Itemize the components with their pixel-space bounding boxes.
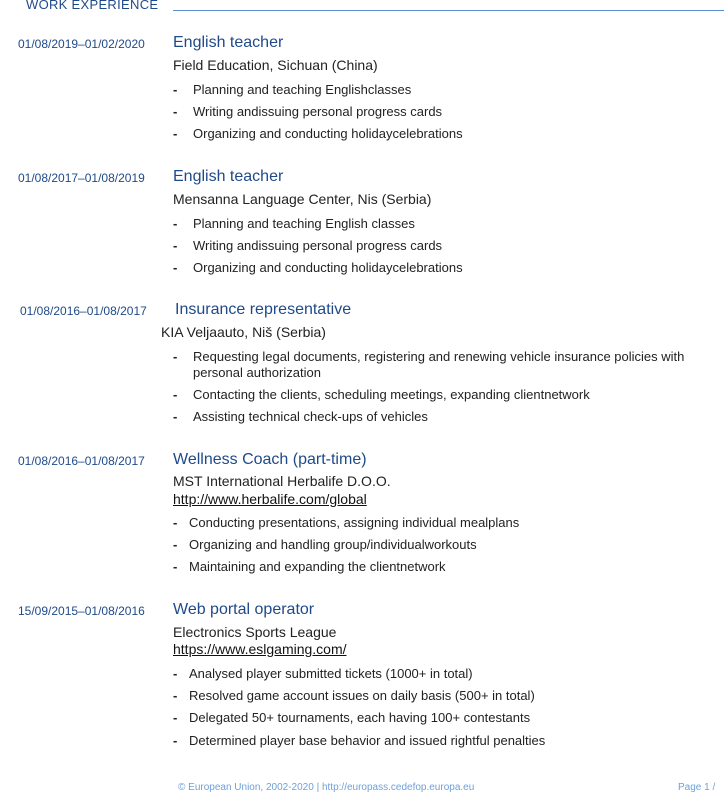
bullet-dash-icon: - xyxy=(173,238,178,253)
bullet-dash-icon: - xyxy=(173,349,178,364)
entry-date: 01/08/2016–01/08/2017 xyxy=(18,454,145,468)
footer-copyright: © European Union, 2002-2020 | http://europass.cedefop.europa.eu xyxy=(178,782,475,793)
bullet-dash-icon: - xyxy=(173,688,178,703)
bullet-dash-icon: - xyxy=(173,733,178,748)
entry-employer: Mensanna Language Center, Nis (Serbia) xyxy=(173,191,432,207)
entry-url-link[interactable]: https://www.eslgaming.com/ xyxy=(173,641,347,657)
entry-date: 15/09/2015–01/08/2016 xyxy=(18,604,145,618)
footer-page-number: Page 1 / xyxy=(678,782,716,793)
bullet-dash-icon: - xyxy=(173,515,178,530)
entry-employer: MST International Herbalife D.O.O. xyxy=(173,473,391,489)
entry-title: Web portal operator xyxy=(173,601,315,618)
entry-employer: KIA Veljaauto, Niš (Serbia) xyxy=(161,324,326,340)
bullet-dash-icon: - xyxy=(173,559,178,574)
entry-date: 01/08/2016–01/08/2017 xyxy=(20,304,147,318)
entry-url-link[interactable]: http://www.herbalife.com/global xyxy=(173,491,367,507)
section-title: WORK EXPERIENCE xyxy=(26,0,159,12)
entry-title: English teacher xyxy=(173,34,284,51)
entry-title: English teacher xyxy=(173,168,284,185)
bullet-dash-icon: - xyxy=(173,104,178,119)
bullet-dash-icon: - xyxy=(173,537,178,552)
section-divider xyxy=(173,10,724,11)
entry-title: Insurance representative xyxy=(175,301,352,318)
entry-date: 01/08/2017–01/08/2019 xyxy=(18,171,145,185)
entry-date: 01/08/2019–01/02/2020 xyxy=(18,37,145,51)
bullet-dash-icon: - xyxy=(173,126,178,141)
bullet-dash-icon: - xyxy=(173,387,178,402)
bullet-dash-icon: - xyxy=(173,409,178,424)
bullet-dash-icon: - xyxy=(173,710,178,725)
entry-employer: Field Education, Sichuan (China) xyxy=(173,57,378,73)
bullet-dash-icon: - xyxy=(173,82,178,97)
entry-title: Wellness Coach (part-time) xyxy=(173,451,367,468)
bullet-dash-icon: - xyxy=(173,260,178,275)
bullet-dash-icon: - xyxy=(173,666,178,681)
bullet-dash-icon: - xyxy=(173,216,178,231)
entry-employer: Electronics Sports League xyxy=(173,624,337,640)
